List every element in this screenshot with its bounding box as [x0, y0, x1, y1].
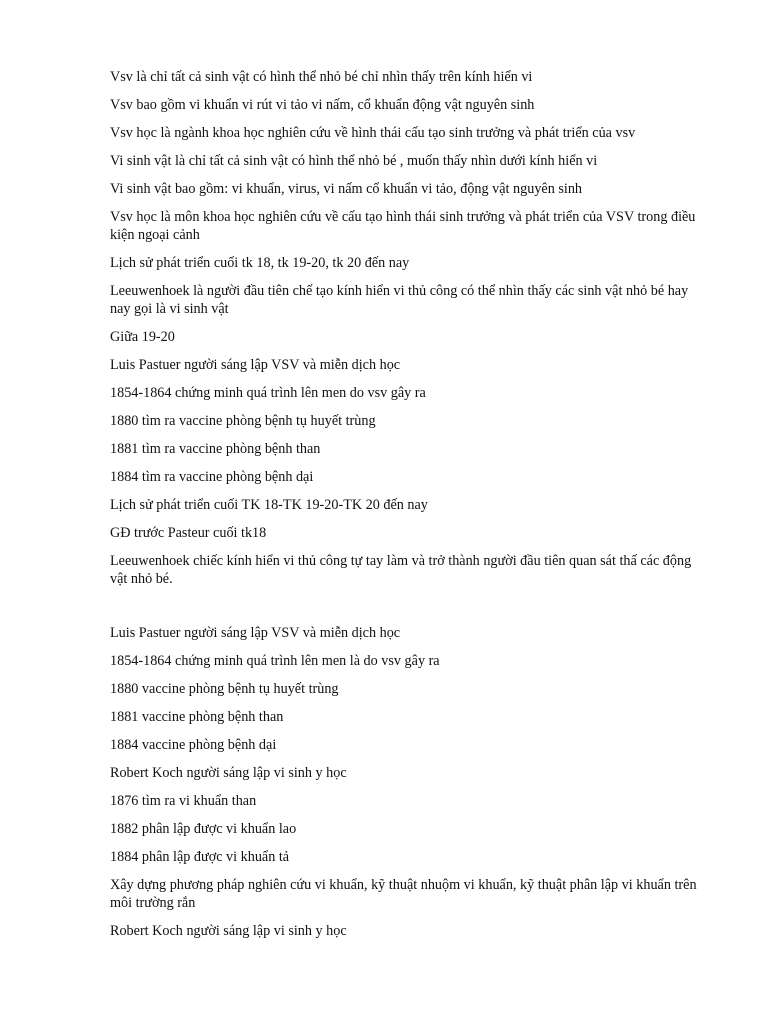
paragraph: 1876 tìm ra vi khuẩn than [110, 793, 257, 809]
paragraph: Vi sinh vật bao gồm: vi khuẩn, virus, vi nấm cổ khuẩn vi tảo, động vật nguyên sinh [110, 181, 583, 197]
paragraph: Vsv học là ngành khoa học nghiên cứu về hình thái cấu tạo sinh trưởng và phát triển của vsv [110, 125, 636, 141]
paragraph: 1854-1864 chứng minh quá trình lên men là do vsv gây ra [110, 653, 440, 669]
paragraph: Leeuwenhoek chiếc kính hiển vi thủ công tự tay làm và trở thành người đầu tiên quan sát thấ các động vật nhỏ bé. [110, 553, 692, 587]
paragraph: GĐ trước Pasteur cuối tk18 [110, 525, 267, 541]
paragraph: Luis Pastuer người sáng lập VSV và miễn dịch học [110, 625, 401, 641]
paragraph: 1854-1864 chứng minh quá trình lên men do vsv gây ra [110, 385, 426, 401]
paragraph: Vi sinh vật là chỉ tất cả sinh vật có hình thể nhỏ bé , muốn thấy nhìn dưới kính hiển vi [110, 153, 598, 169]
paragraph: Robert Koch người sáng lập vi sinh y học [110, 765, 347, 781]
paragraph: Vsv là chỉ tất cả sinh vật có hình thể nhỏ bé chỉ nhìn thấy trên kính hiển vi [110, 69, 533, 85]
paragraph: 1881 tìm ra vaccine phòng bệnh than [110, 441, 321, 457]
document-body [110, 68, 700, 950]
paragraph: Xây dựng phương pháp nghiên cứu vi khuẩn, kỹ thuật nhuộm vi khuẩn, kỹ thuật phân lập vi khuẩn trên môi trường rắn [110, 877, 697, 911]
paragraph: Giữa 19-20 [110, 329, 175, 345]
paragraph: Leeuwenhoek là người đầu tiên chế tạo kính hiển vi thủ công có thể nhìn thấy các sinh vật nhỏ bé hay nay gọi là vi sinh vật [110, 283, 689, 317]
paragraph: Luis Pastuer người sáng lập VSV và miễn dịch học [110, 357, 401, 373]
paragraph: 1884 tìm ra vaccine phòng bệnh dại [110, 469, 314, 485]
paragraph: 1881 vaccine phòng bệnh than [110, 709, 284, 725]
paragraph: Robert Koch người sáng lập vi sinh y học [110, 923, 347, 939]
paragraph: 1884 phân lập được vi khuẩn tả [110, 849, 290, 865]
paragraph: Lịch sử phát triển cuối tk 18, tk 19-20, tk 20 đến nay [110, 255, 410, 271]
paragraph: Lịch sử phát triển cuối TK 18-TK 19-20-TK 20 đến nay [110, 497, 428, 513]
paragraph: Vsv học là môn khoa học nghiên cứu về cấu tạo hình thái sinh trưởng và phát triển của VSV trong điều kiện ngoại cảnh [110, 209, 696, 243]
paragraph: 1884 vaccine phòng bệnh dại [110, 737, 277, 753]
paragraph: 1880 vaccine phòng bệnh tụ huyết trùng [110, 681, 339, 697]
paragraph: Vsv bao gồm vi khuẩn vi rút vi tảo vi nấm, cổ khuẩn động vật nguyên sinh [110, 97, 535, 113]
paragraph: 1882 phân lập được vi khuẩn lao [110, 821, 297, 837]
paragraph: 1880 tìm ra vaccine phòng bệnh tụ huyết trùng [110, 413, 376, 429]
